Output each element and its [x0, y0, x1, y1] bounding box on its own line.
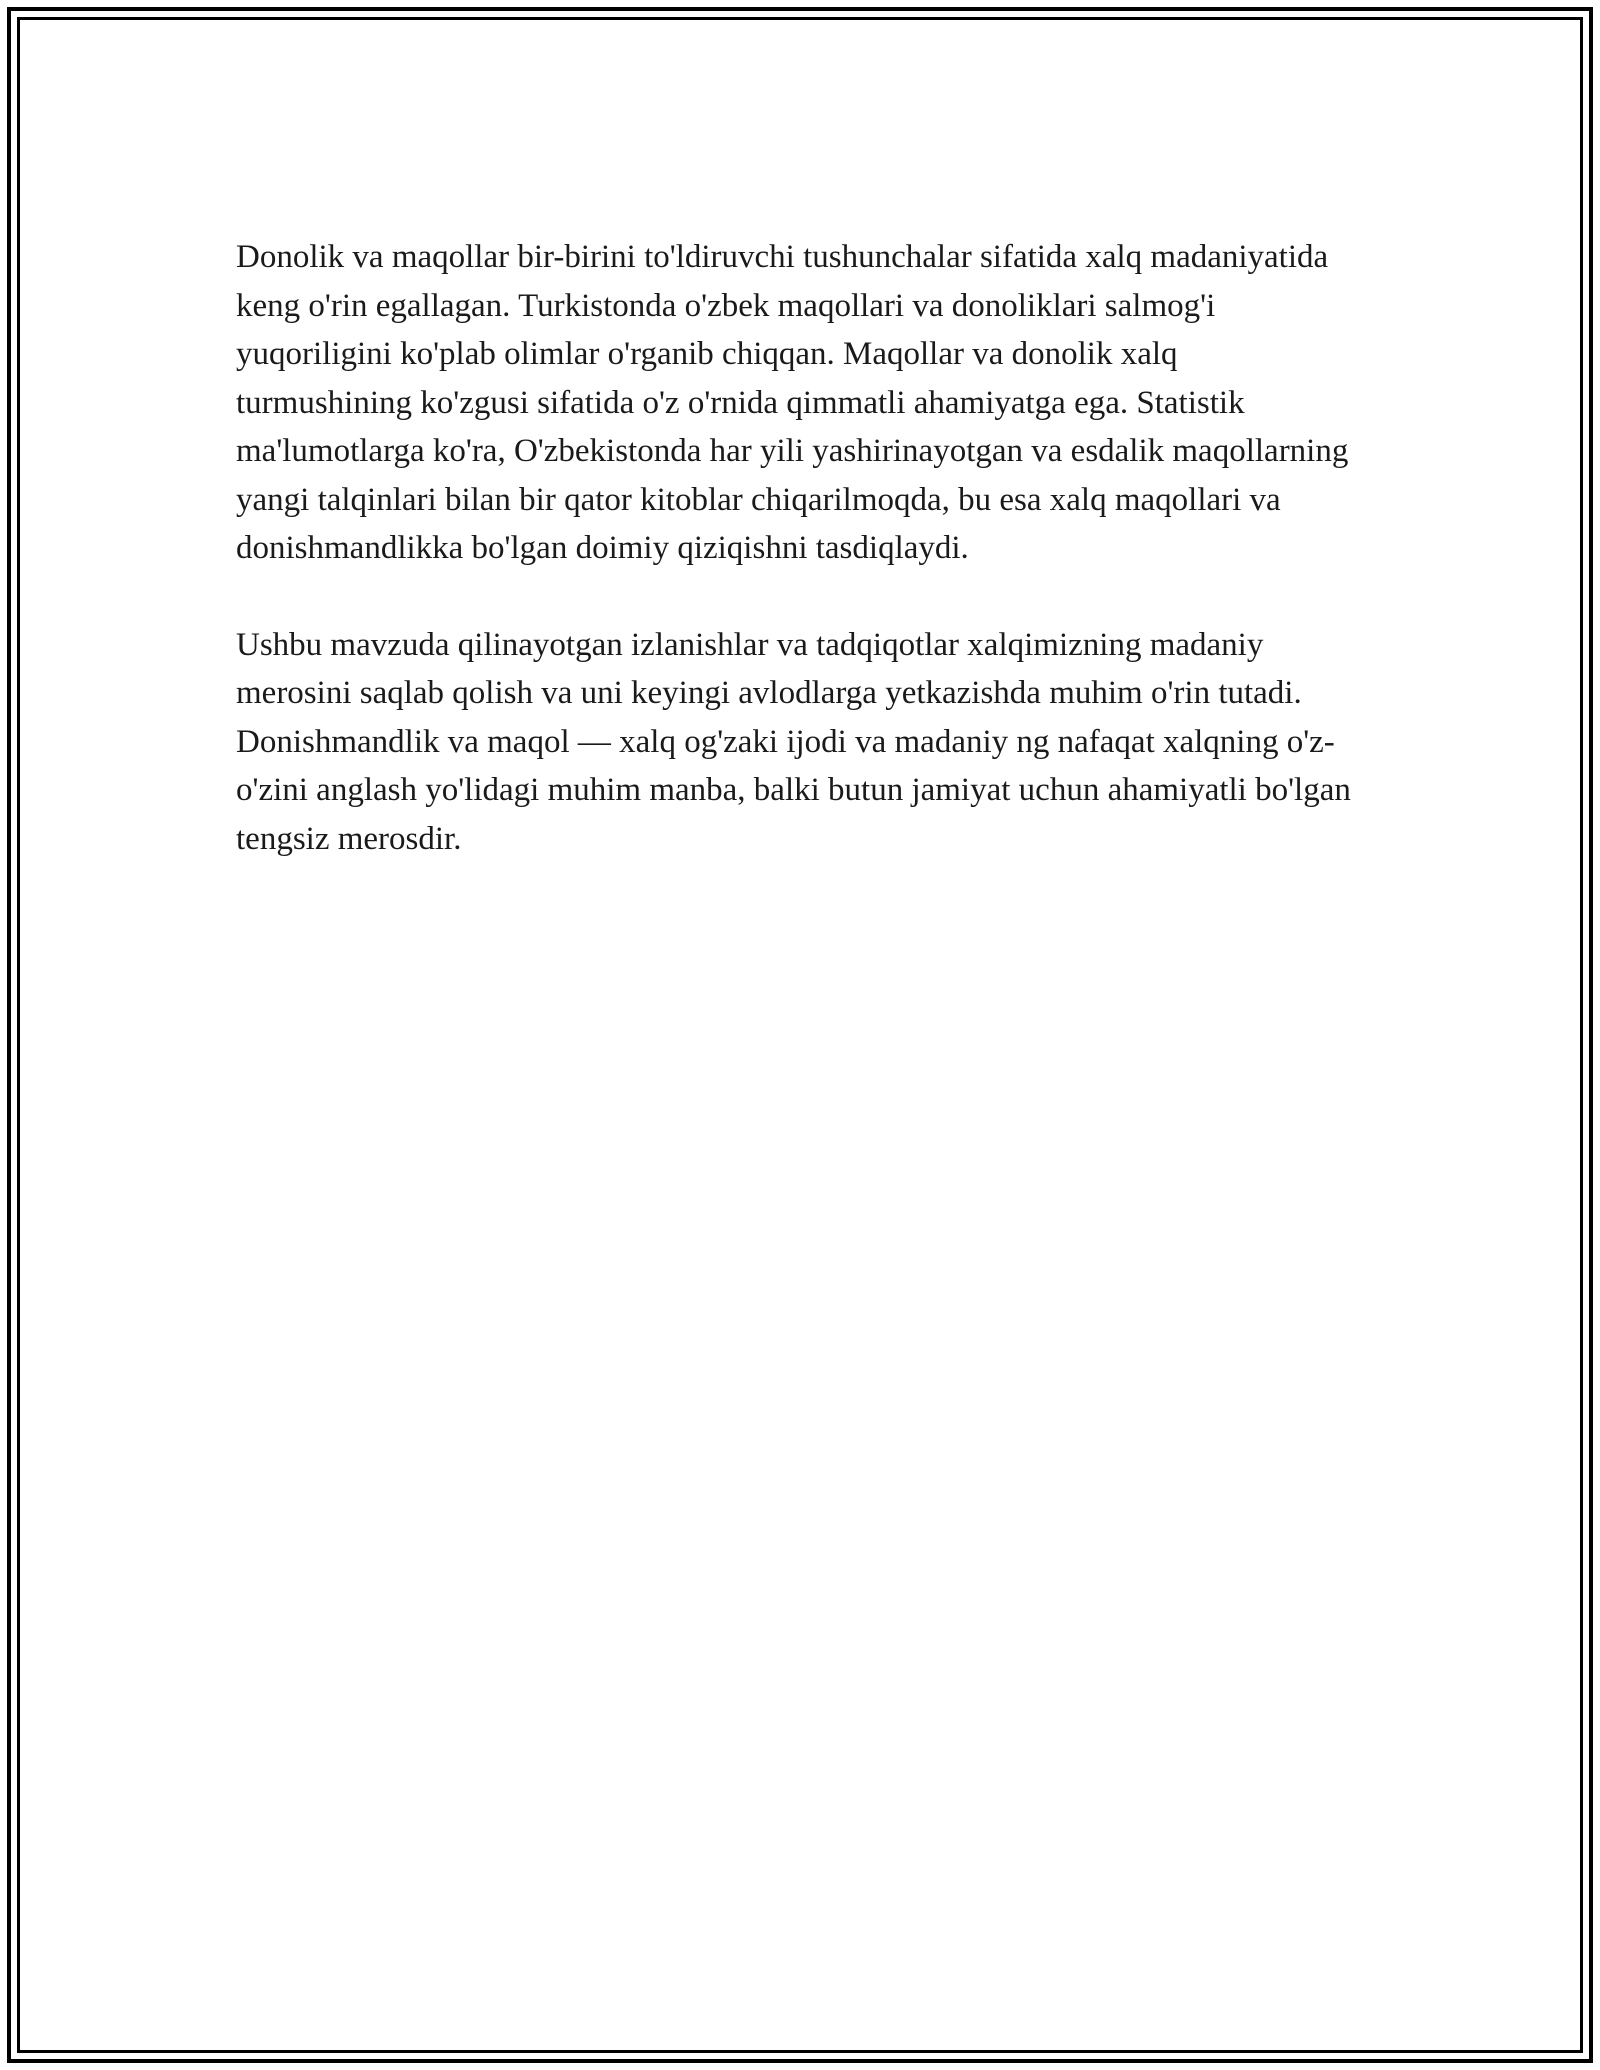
paragraph-2: Ushbu mavzuda qilinayotgan izlanishlar va tadqiqotlar xalqimizning madaniy merosini saqlab qolish va uni keyingi avlodlarga yetkazishda muhim o'rin tutadi. Donishmandlik va maqol — xalq og'zaki ijodi va madaniy ng nafaqat xalqning o'z-o'zini anglash yo'lidagi muhim manba, balki butun jamiyat uchun ahamiyatli bo'lgan tengsiz merosdir.: [236, 626, 1351, 857]
paragraph-1: Donolik va maqollar bir-birini to'ldiruvchi tushunchalar sifatida xalq madaniyatida keng o'rin egallagan. Turkistonda o'zbek maqollari va donoliklari salmog'i yuqoriligini ko'plab olimlar o'rganib chiqqan. Maqollar va donolik xalq turmushining ko'zgusi sifatida o'z o'rnida qimmatli ahamiyatga ega. Statistik ma'lumotlarga ko'ra, O'zbekistonda har yili yashirinayotgan va esdalik maqollarning yangi talqinlari bilan bir qator kitoblar chiqarilmoqda, bu esa xalq maqollari va donishmandlikka bo'lgan doimiy qiziqishni tasdiqlaydi.: [236, 239, 1349, 566]
document-body: [236, 233, 1356, 911]
